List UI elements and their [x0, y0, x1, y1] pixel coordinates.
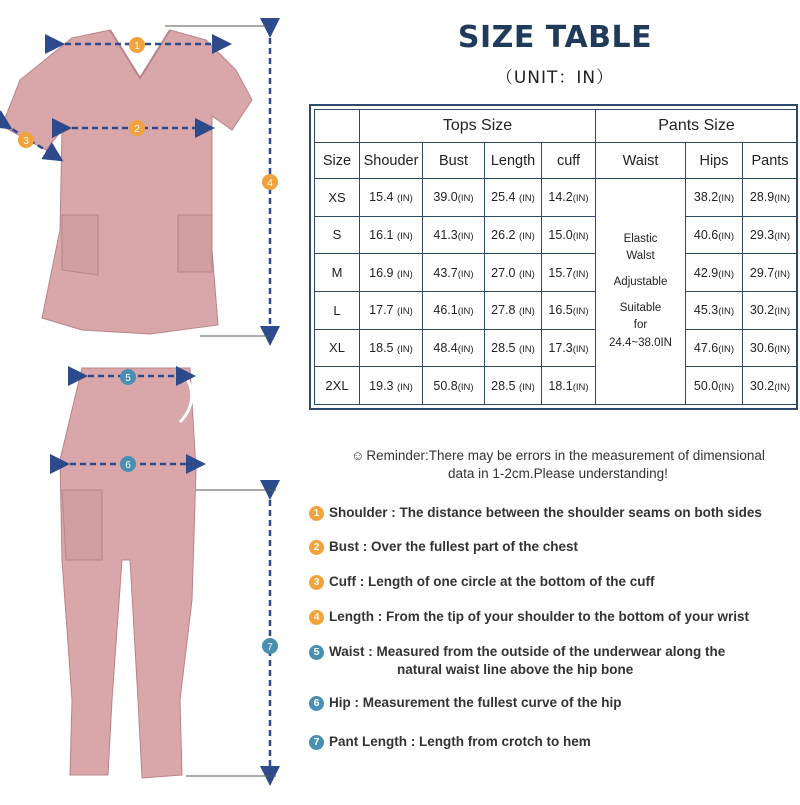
svg-text:6: 6 — [125, 460, 131, 471]
number-badge-icon: 4 — [309, 610, 324, 625]
pants-header: Pants — [743, 143, 798, 179]
scrub-top-shape — [2, 30, 252, 334]
bust-cell: 39.0(IN) — [423, 179, 485, 217]
tops-size-header: Tops Size — [360, 110, 596, 143]
waist-note-line: Elastic — [623, 232, 658, 245]
bust-header: Bust — [423, 143, 485, 179]
svg-text:5: 5 — [125, 373, 131, 384]
cuff-cell: 18.1(IN) — [542, 367, 596, 405]
shoulder-cell: 15.4 (IN) — [360, 179, 423, 217]
number-badge-icon: 7 — [309, 735, 324, 750]
hips-cell: 47.6(IN) — [686, 329, 743, 367]
length-cell: 28.5 (IN) — [485, 329, 542, 367]
cuff-cell: 15.7(IN) — [542, 254, 596, 292]
pants-cell: 30.2(IN) — [743, 367, 798, 405]
marker-7 — [262, 638, 278, 654]
hips-cell: 40.6(IN) — [686, 216, 743, 254]
size-cell: M — [315, 254, 360, 292]
definition-item — [309, 573, 799, 591]
number-badge-icon: 5 — [309, 645, 324, 660]
cuff-cell: 17.3(IN) — [542, 329, 596, 367]
length-cell: 26.2 (IN) — [485, 216, 542, 254]
number-badge-icon: 3 — [309, 575, 324, 590]
length-header: Length — [485, 143, 542, 179]
definition-item — [309, 643, 799, 679]
cuff-cell: 16.5(IN) — [542, 291, 596, 329]
waist-note-line: Suitable — [619, 301, 662, 314]
definition-item — [309, 538, 799, 556]
length-cell: 28.5 (IN) — [485, 367, 542, 405]
number-badge-icon: 1 — [309, 506, 324, 521]
length-cell: 27.0 (IN) — [485, 254, 542, 292]
definition-text: Length : From the tip of your shoulder to the bottom of your wrist — [329, 609, 749, 624]
reminder-note — [318, 447, 798, 483]
marker-2 — [129, 120, 145, 136]
waist-note-line: for — [633, 319, 648, 332]
shoulder-cell: 16.9 (IN) — [360, 254, 423, 292]
table-row — [315, 179, 798, 217]
shoulder-cell: 19.3 (IN) — [360, 367, 423, 405]
hips-header: Hips — [686, 143, 743, 179]
reminder-line: data in 1-2cm.Please understanding! — [448, 466, 668, 481]
svg-text:3: 3 — [23, 136, 29, 147]
number-badge-icon: 2 — [309, 540, 324, 555]
hips-cell: 45.3(IN) — [686, 291, 743, 329]
hips-cell: 38.2(IN) — [686, 179, 743, 217]
size-table — [309, 104, 798, 410]
marker-3 — [18, 132, 34, 148]
definition-item — [309, 608, 799, 626]
bust-cell: 46.1(IN) — [423, 291, 485, 329]
shoulder-cell: 17.7 (IN) — [360, 291, 423, 329]
definition-text-continued: natural waist line above the hip bone — [397, 662, 634, 677]
bust-cell: 48.4(IN) — [423, 329, 485, 367]
bust-cell: 41.3(IN) — [423, 216, 485, 254]
bust-cell: 43.7(IN) — [423, 254, 485, 292]
shoulder-header: Shouder — [360, 143, 423, 179]
number-badge-icon: 6 — [309, 696, 324, 711]
size-cell: S — [315, 216, 360, 254]
definition-text: Bust : Over the fullest part of the chest — [329, 539, 579, 554]
definition-item — [309, 504, 799, 522]
cuff-cell: 14.2(IN) — [542, 179, 596, 217]
corner-cell — [315, 110, 360, 143]
svg-text:2: 2 — [134, 124, 140, 135]
size-cell: 2XL — [315, 367, 360, 405]
waist-note-cell — [596, 179, 686, 405]
bust-cell: 50.8(IN) — [423, 367, 485, 405]
smile-icon: ☺ — [351, 448, 365, 463]
shoulder-cell: 16.1 (IN) — [360, 216, 423, 254]
definition-text: Pant Length : Length from crotch to hem — [329, 734, 591, 749]
length-cell: 25.4 (IN) — [485, 179, 542, 217]
scrubs-figure-svg — [0, 0, 300, 800]
definition-item — [309, 733, 799, 751]
pants-cell: 30.6(IN) — [743, 329, 798, 367]
pants-size-header: Pants Size — [596, 110, 798, 143]
marker-6 — [120, 456, 136, 472]
definition-item — [309, 694, 799, 712]
marker-5 — [120, 369, 136, 385]
pants-cell: 29.7(IN) — [743, 254, 798, 292]
waist-note-line: Walst — [626, 250, 655, 263]
table-row — [315, 367, 798, 405]
definition-text: Waist : Measured from the outside of the underwear along the — [329, 644, 726, 659]
cuff-header: cuff — [542, 143, 596, 179]
size-cell: XS — [315, 179, 360, 217]
length-cell: 27.8 (IN) — [485, 291, 542, 329]
svg-text:1: 1 — [134, 41, 140, 52]
cuff-cell: 15.0(IN) — [542, 216, 596, 254]
size-cell: L — [315, 291, 360, 329]
waist-note-line: Adjustable — [613, 275, 668, 288]
table-row — [315, 216, 798, 254]
size-header: Size — [315, 143, 360, 179]
scrubs-illustration — [0, 0, 300, 800]
waist-header: Waist — [596, 143, 686, 179]
table-row — [315, 291, 798, 329]
table-row — [315, 329, 798, 367]
definition-text: Hip : Measurement the fullest curve of the hip — [329, 695, 622, 710]
pants-cell: 29.3(IN) — [743, 216, 798, 254]
scrub-pants-shape — [60, 368, 196, 778]
size-table-grid — [314, 109, 798, 405]
page-title: SIZE TABLE — [457, 20, 653, 55]
definition-text: Shoulder : The distance between the shoulder seams on both sides — [329, 505, 762, 520]
definition-text: Cuff : Length of one circle at the bottom of the cuff — [329, 574, 655, 589]
svg-text:4: 4 — [267, 178, 273, 189]
marker-1 — [129, 37, 145, 53]
table-row — [315, 254, 798, 292]
waist-note-line: 24.4~38.0IN — [609, 336, 672, 349]
size-cell: XL — [315, 329, 360, 367]
pants-cell: 30.2(IN) — [743, 291, 798, 329]
unit-label: （UNIT：IN） — [495, 68, 615, 88]
svg-text:7: 7 — [267, 642, 273, 653]
reminder-line: Reminder:There may be errors in the measurement of dimensional — [366, 448, 765, 463]
pants-cell: 28.9(IN) — [743, 179, 798, 217]
hips-cell: 42.9(IN) — [686, 254, 743, 292]
shoulder-cell: 18.5 (IN) — [360, 329, 423, 367]
marker-4 — [262, 174, 278, 190]
hips-cell: 50.0(IN) — [686, 367, 743, 405]
